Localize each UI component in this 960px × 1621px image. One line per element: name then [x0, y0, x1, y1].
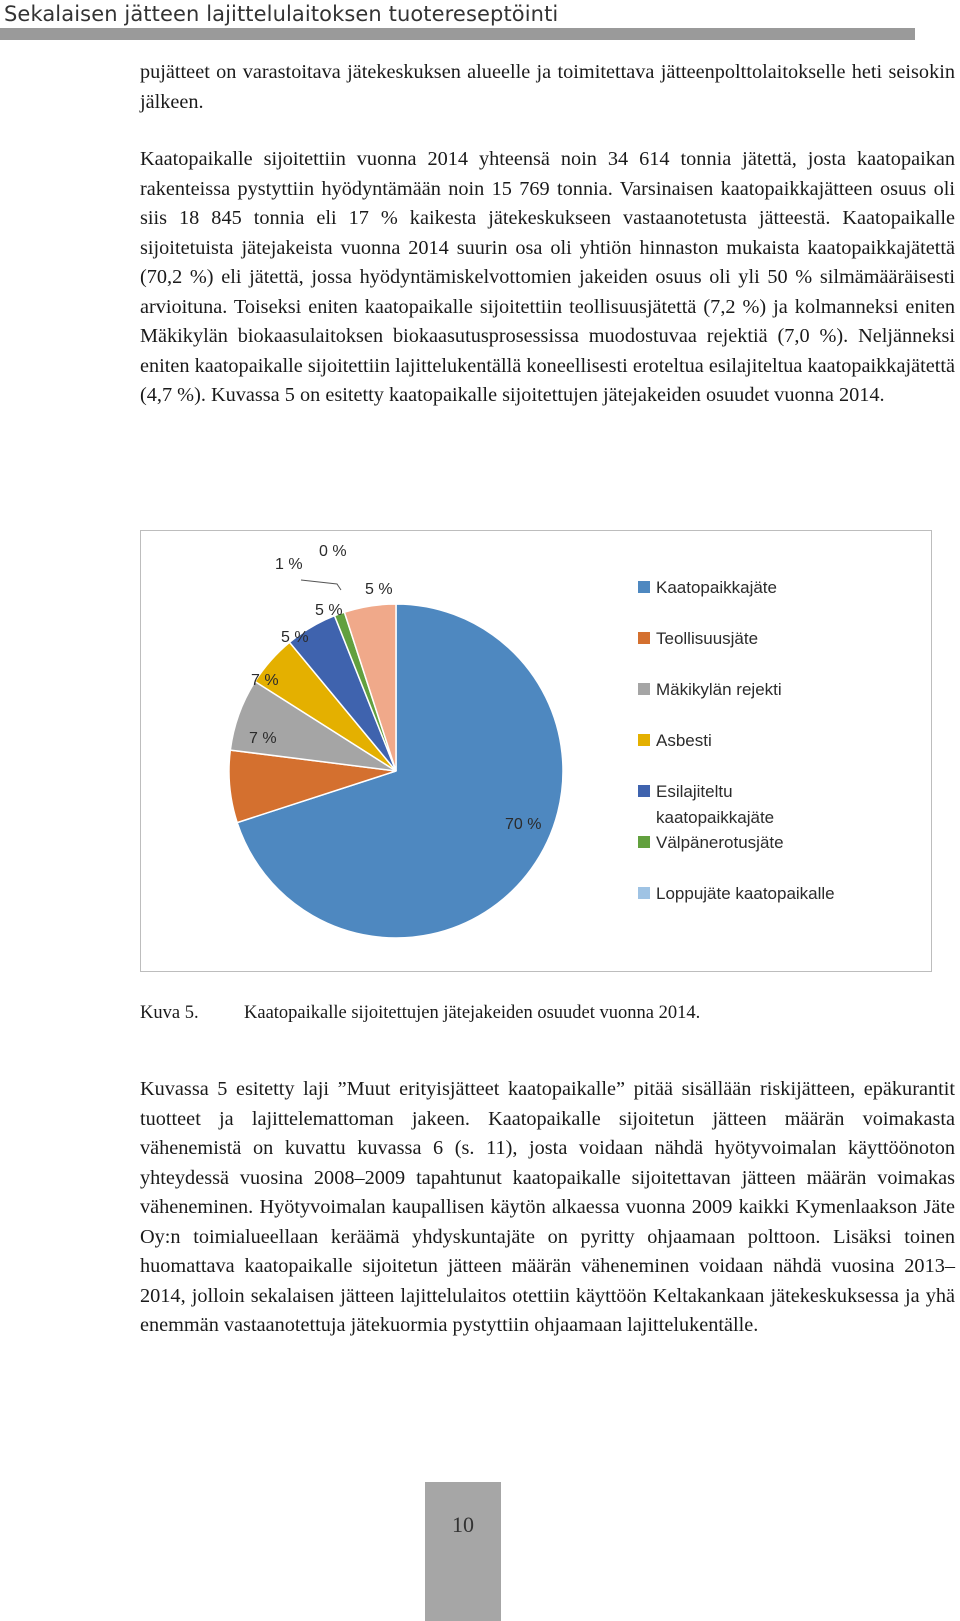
legend-label: Kaatopaikkajäte: [656, 578, 777, 597]
legend-label: Teollisuusjäte: [656, 629, 759, 648]
legend-swatch: [638, 836, 650, 848]
pie-chart-figure: [140, 530, 932, 972]
pie-data-label: 0 %: [319, 543, 347, 560]
paragraph-3: Kuvassa 5 esitetty laji ”Muut erityisjätteet kaatopaikalle” pitää sisällään riskijätteen, epäkurantit tuotteet ja lajittelemattoman jakeen. Kaatopaikalle sijoitetun jätteen määrän voimakasta vähenemistä on kuvattu kuvassa 6 (s. 11), josta voidaan nähdä hyötyvoimalan käyttöönoton yhteydessä vuosina 2008–2009 tapahtunut kaatopaikalle sijoitettavan jätteen määrän voimakas väheneminen. Hyötyvoimalan kaupallisen käytön alkaessa vuonna 2009 kaikki Kymenlaakson Jäte Oy:n toimialueellaan keräämä yhdyskuntajäte on pyritty ohjaamaan polttoon. Lisäksi toinen huomattava kaatopaikalle sijoitetun jätteen määrän väheneminen voidaan nähdä vuosina 2013–2014, jolloin sekalaisen jätteen lajittelulaitos otettiin käyttöön Keltakankaan jätekeskuksessa ja yhä enemmän vastaanotettuja jätekuormia pystyttiin ohjaamaan lajittelukentälle.: [140, 1078, 955, 1336]
pie-data-label: 7 %: [249, 730, 277, 747]
page-number-box: [425, 1482, 501, 1621]
caption-number: Kuva 5.: [140, 1003, 199, 1023]
paragraph-1: pujätteet on varastoitava jätekeskuksen alueelle ja toimitettava jätteenpolttolaitokselle heti seisokin jälkeen.: [140, 61, 955, 113]
legend-swatch: [638, 734, 650, 746]
legend-label: Esilajiteltu kaatopaikkajäte: [656, 782, 775, 827]
pie-data-label: 70 %: [505, 816, 542, 833]
legend-label: Asbesti: [656, 731, 712, 750]
paragraph-2: Kaatopaikalle sijoitettiin vuonna 2014 yhteensä noin 34 614 tonnia jätettä, josta kaatopaikan rakenteissa pystyttiin hyödyntämään noin 15 769 tonnia. Varsinaisen kaatopaikkajätteen osuus oli siis 18 845 tonnia eli 17 % kaikesta jätekeskukseen vastaanotetusta jätteestä. Kaatopaikalle sijoitetuista jätejakeista vuonna 2014 suurin osa oli yhtiön hinnaston mukaista kaatopaikkajätettä (70,2 %) eli jätettä, jossa hyödyntämiskelvottomien jakeiden osuus oli yli 50 % silmämääräisesti arvioituna. Toiseksi eniten kaatopaikalle sijoitettiin teollisuusjätettä (7,2 %) ja kolmanneksi eniten Mäkikylän biokaasulaitoksen biokaasutusprosessissa muodostuvaa rejektiä (7,0 %). Neljänneksi eniten kaatopaikalle sijoitettiin lajittelukentällä koneellisesti eroteltua esilajiteltua kaatopaikkajätettä (4,7 %). Kuvassa 5 on esitetty kaatopaikalle sijoitettujen jätejakeiden osuudet vuonna 2014.: [140, 148, 955, 406]
pie-data-label: 5 %: [281, 629, 309, 646]
pie-chart: [141, 531, 933, 973]
legend-label: Välpänerotusjäte: [656, 833, 784, 852]
legend-swatch: [638, 632, 650, 644]
legend-swatch: [638, 785, 650, 797]
pie-data-label: 5 %: [315, 602, 343, 619]
legend-label: Mäkikylän rejekti: [656, 680, 782, 699]
header-bar: [0, 28, 915, 40]
label-leader-line: [301, 580, 341, 590]
legend-swatch: [638, 581, 650, 593]
pie-data-label: 5 %: [365, 581, 393, 598]
pie-data-label: 7 %: [251, 672, 279, 689]
page-number: 10: [452, 1512, 474, 1537]
pie-data-label: 1 %: [275, 556, 303, 573]
caption-text: Kaatopaikalle sijoitettujen jätejakeiden osuudet vuonna 2014.: [244, 1003, 701, 1023]
page-header: [0, 0, 960, 44]
legend-swatch: [638, 887, 650, 899]
legend-label: Loppujäte kaatopaikalle: [656, 884, 835, 903]
figure-caption: [140, 1003, 700, 1024]
document-title: Sekalaisen jätteen lajittelulaitoksen tuotereseptöinti: [4, 2, 559, 26]
legend-swatch: [638, 683, 650, 695]
